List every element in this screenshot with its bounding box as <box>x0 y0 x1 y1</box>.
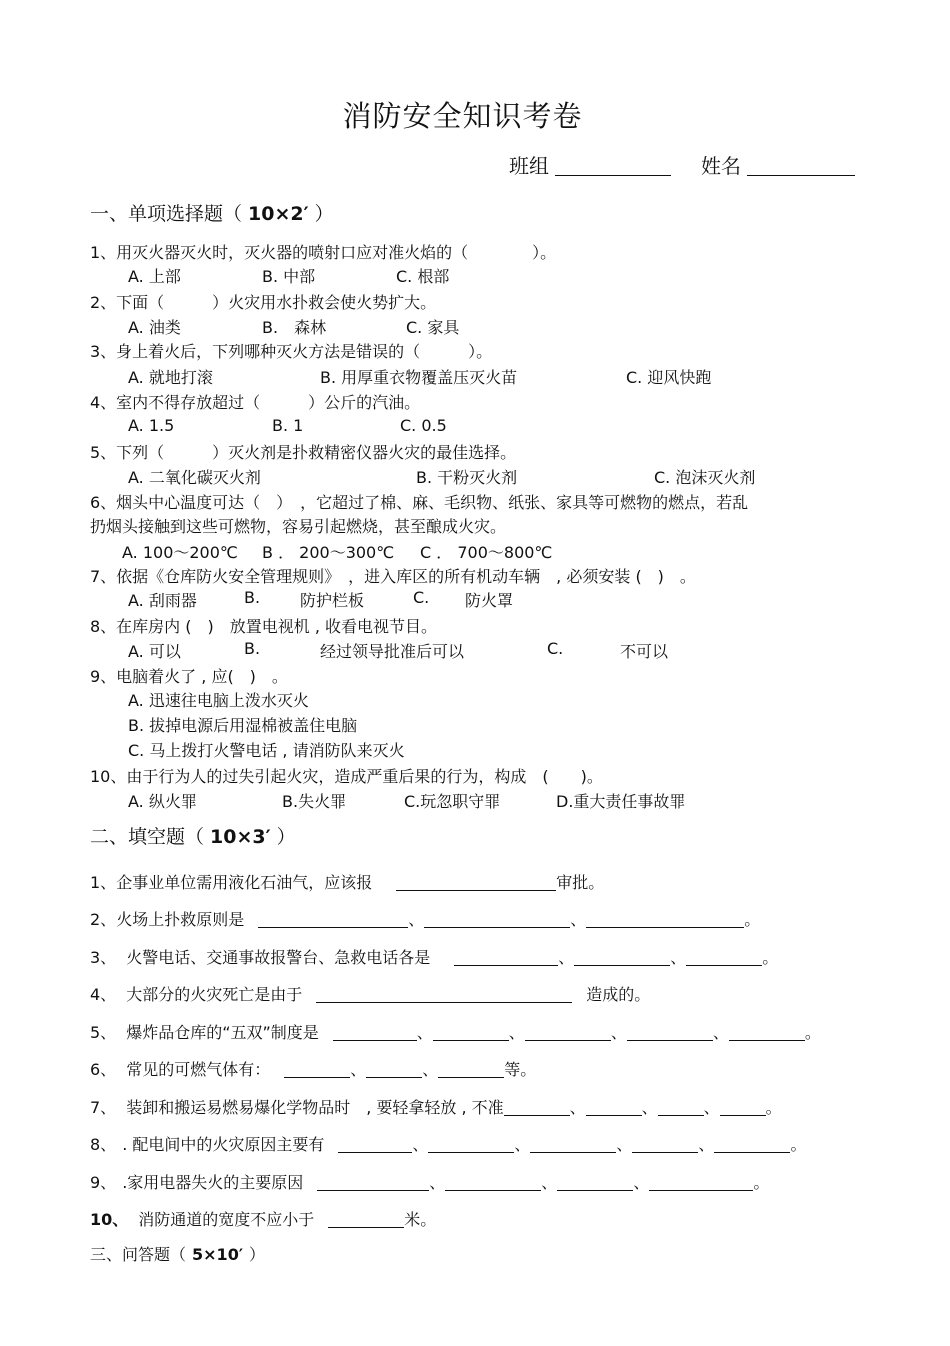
fill-6-sep-1: 、 <box>350 1060 367 1079</box>
section1-heading <box>90 199 334 226</box>
fill-7-sep-2: 、 <box>641 1098 658 1117</box>
fill-6-blank-2[interactable] <box>366 1060 422 1078</box>
fill-6-sep-2: 、 <box>422 1060 439 1079</box>
fill-1-after: 审批。 <box>556 873 605 892</box>
fill-5-blank-4[interactable] <box>627 1023 713 1041</box>
fill-7 <box>90 1095 782 1118</box>
fill-3-blank-2[interactable] <box>574 948 670 966</box>
fill-7-blank-4[interactable] <box>720 1098 766 1116</box>
fill-10-text: 消防通道的宽度不应小于 <box>138 1210 315 1229</box>
question-2: 2、下面（ ）火灾用水扑救会使火势扩大。 <box>90 293 437 312</box>
fill-5-sep-1: 、 <box>416 1023 433 1042</box>
fill-9-end: 。 <box>753 1173 770 1192</box>
fill-8-blank-3[interactable] <box>530 1135 616 1153</box>
q1-option-a: A. 上部 <box>128 267 181 286</box>
fill-3-blank-1[interactable] <box>454 948 558 966</box>
fill-1 <box>90 870 604 893</box>
fill-9-blank-1[interactable] <box>317 1173 429 1191</box>
fill-10-after: 米。 <box>404 1210 437 1229</box>
q5-option-c: C. 泡沫灭火剂 <box>654 468 756 487</box>
class-label: 班组 <box>509 154 549 178</box>
section1-suffix: ） <box>314 203 334 225</box>
fill-8-sep-4: 、 <box>698 1135 715 1154</box>
q2-option-c: C. 家具 <box>406 318 460 337</box>
fill-4 <box>90 982 650 1005</box>
q10-option-a: A. 纵火罪 <box>128 792 197 811</box>
section3-suffix: ） <box>249 1245 266 1264</box>
fill-5-blank-3[interactable] <box>525 1023 611 1041</box>
section2-score: 10×3′ <box>210 826 271 848</box>
fill-2-blank-2[interactable] <box>424 910 570 928</box>
fill-9-blank-3[interactable] <box>557 1173 633 1191</box>
q10-option-c: C.玩忽职守罪 <box>404 792 501 811</box>
fill-8-blank-2[interactable] <box>428 1135 514 1153</box>
fill-7-blank-3[interactable] <box>658 1098 704 1116</box>
fill-8-sep-3: 、 <box>616 1135 633 1154</box>
fill-2-sep-2: 、 <box>570 910 587 929</box>
fill-2 <box>90 907 760 930</box>
fill-4-text: 大部分的火灾死亡是由于 <box>126 985 303 1004</box>
name-label: 姓名 <box>701 154 741 178</box>
section2-suffix: ） <box>276 826 296 848</box>
question-9: 9、电脑着火了 , 应( ) 。 <box>90 667 288 686</box>
q4-option-c: C. 0.5 <box>400 416 447 435</box>
fill-8-blank-1[interactable] <box>338 1135 412 1153</box>
fill-5-text: 爆炸品仓库的“五双”制度是 <box>126 1023 319 1042</box>
fill-9-sep-2: 、 <box>541 1173 558 1192</box>
q7-option-c-letter: C. <box>413 588 430 607</box>
q6-option-a: A. 100～200℃ <box>122 543 238 562</box>
fill-10-number: 10、 <box>90 1210 129 1229</box>
q7-option-b-letter: B. <box>244 588 261 607</box>
fill-5-number: 5、 <box>90 1023 117 1042</box>
fill-6-blank-1[interactable] <box>284 1060 350 1078</box>
name-field <box>701 150 855 179</box>
section3-heading <box>90 1242 265 1265</box>
q9-option-c: C. 马上拨打火警电话 , 请消防队来灭火 <box>128 741 405 760</box>
q1-option-c: C. 根部 <box>396 267 450 286</box>
fill-3-text: 火警电话、交通事故报警台、急救电话各是 <box>126 948 431 967</box>
page-title: 消防安全知识考卷 <box>342 99 583 133</box>
q7-option-b: 防护栏板 <box>300 591 365 610</box>
section3-score: 5×10′ <box>192 1245 244 1264</box>
q8-option-b-letter: B. <box>244 639 261 658</box>
fill-5-blank-5[interactable] <box>729 1023 805 1041</box>
fill-7-blank-2[interactable] <box>586 1098 642 1116</box>
fill-3-sep-2: 、 <box>670 948 687 967</box>
fill-6-text: 常见的可燃气体有： <box>126 1060 271 1079</box>
section3-prefix: 三、问答题（ <box>90 1245 187 1264</box>
name-blank[interactable] <box>747 158 855 176</box>
q10-option-b: B.失火罪 <box>282 792 347 811</box>
fill-2-blank-1[interactable] <box>258 910 408 928</box>
fill-5 <box>90 1020 821 1043</box>
q4-option-a: A. 1.5 <box>128 416 175 435</box>
fill-8-sep-2: 、 <box>514 1135 531 1154</box>
fill-2-blank-3[interactable] <box>586 910 744 928</box>
fill-8 <box>90 1132 806 1155</box>
fill-8-number: 8、 <box>90 1135 117 1154</box>
q8-option-a: A. 可以 <box>128 642 181 661</box>
fill-4-after: 造成的。 <box>586 985 651 1004</box>
fill-4-number: 4、 <box>90 985 117 1004</box>
q3-option-c: C. 迎风快跑 <box>626 368 712 387</box>
q4-option-b: B. 1 <box>272 416 304 435</box>
fill-2-number: 2、 <box>90 910 117 929</box>
fill-10 <box>90 1207 436 1230</box>
class-field <box>509 150 671 179</box>
fill-8-sep-1: 、 <box>412 1135 429 1154</box>
fill-9-sep-3: 、 <box>633 1173 650 1192</box>
q7-option-c: 防火罩 <box>465 591 514 610</box>
fill-9-number: 9、 <box>90 1173 117 1192</box>
fill-9 <box>90 1170 769 1193</box>
q8-option-c: 不可以 <box>620 642 669 661</box>
q3-option-a: A. 就地打滚 <box>128 368 213 387</box>
question-7: 7、依据《仓库防火安全管理规则》 ，进入库区的所有机动车辆 , 必须安装 ( ) 。 <box>90 567 696 586</box>
q5-option-a: A. 二氧化碳灭火剂 <box>128 468 261 487</box>
q10-option-d: D.重大责任事故罪 <box>556 792 686 811</box>
fill-5-sep-3: 、 <box>610 1023 627 1042</box>
fill-7-sep-3: 、 <box>703 1098 720 1117</box>
q3-option-b: B. 用厚重衣物覆盖压灭火苗 <box>320 368 518 387</box>
q8-option-c-letter: C. <box>547 639 564 658</box>
question-8: 8、在库房内 ( ) 放置电视机 , 收看电视节目。 <box>90 617 438 636</box>
fill-5-end: 。 <box>804 1023 821 1042</box>
q8-option-b: 经过领导批准后可以 <box>320 642 465 661</box>
section2-prefix: 二、填空题（ <box>90 826 205 848</box>
fill-5-blank-2[interactable] <box>433 1023 509 1041</box>
fill-2-sep-1: 、 <box>408 910 425 929</box>
fill-3-sep-1: 、 <box>558 948 575 967</box>
fill-1-number: 1、 <box>90 873 117 892</box>
question-6-line2: 扔烟头接触到这些可燃物，容易引起燃烧，甚至酿成火灾。 <box>90 517 507 536</box>
section2-heading <box>90 822 296 849</box>
fill-7-text: 装卸和搬运易燃易爆化学物品时 , 要轻拿轻放 , 不准 <box>126 1098 504 1117</box>
q9-option-b: B. 拔掉电源后用湿棉被盖住电脑 <box>128 716 358 735</box>
fill-3 <box>90 945 778 968</box>
question-5: 5、下列（ ）灭火剂是扑救精密仪器火灾的最佳选择。 <box>90 443 517 462</box>
fill-3-blank-3[interactable] <box>686 948 762 966</box>
question-4: 4、室内不得存放超过（ ）公斤的汽油。 <box>90 393 421 412</box>
fill-7-number: 7、 <box>90 1098 117 1117</box>
section1-score: 10×2′ <box>248 203 309 225</box>
fill-8-blank-5[interactable] <box>714 1135 790 1153</box>
fill-5-blank-1[interactable] <box>333 1023 417 1041</box>
fill-9-blank-2[interactable] <box>445 1173 541 1191</box>
fill-3-number: 3、 <box>90 948 117 967</box>
question-10: 10、由于行为人的过失引起火灾，造成严重后果的行为，构成 ( )。 <box>90 767 603 786</box>
fill-7-blank-1[interactable] <box>504 1098 570 1116</box>
fill-9-text: .家用电器失火的主要原因 <box>122 1173 304 1192</box>
fill-1-text: 企事业单位需用液化石油气，应该报 <box>116 873 373 892</box>
fill-4-blank[interactable] <box>316 985 572 1003</box>
q2-option-b: B. 森林 <box>262 318 327 337</box>
fill-8-blank-4[interactable] <box>632 1135 698 1153</box>
class-blank[interactable] <box>555 158 671 176</box>
q9-option-a: A. 迅速往电脑上泼水灭火 <box>128 691 309 710</box>
fill-6-blank-3[interactable] <box>438 1060 504 1078</box>
section1-prefix: 一、单项选择题（ <box>90 203 243 225</box>
fill-6-number: 6、 <box>90 1060 117 1079</box>
q7-option-a: A. 刮雨器 <box>128 591 197 610</box>
fill-2-end: 。 <box>744 910 761 929</box>
fill-3-end: 。 <box>762 948 779 967</box>
fill-8-end: 。 <box>790 1135 807 1154</box>
fill-8-text: . 配电间中的火灾原因主要有 <box>122 1135 325 1154</box>
q5-option-b: B. 干粉灭火剂 <box>416 468 518 487</box>
fill-6-end: 等。 <box>504 1060 537 1079</box>
fill-6 <box>90 1057 536 1080</box>
q6-option-b: B ． 200～300℃ <box>262 543 395 562</box>
fill-2-text: 火场上扑救原则是 <box>116 910 245 929</box>
fill-7-end: 。 <box>765 1098 782 1117</box>
fill-10-blank[interactable] <box>328 1210 404 1228</box>
fill-9-blank-4[interactable] <box>649 1173 753 1191</box>
q2-option-a: A. 油类 <box>128 318 181 337</box>
fill-1-blank[interactable] <box>396 873 556 891</box>
question-1: 1、用灭火器灭火时，灭火器的喷射口应对准火焰的（ ）。 <box>90 243 557 262</box>
q6-option-c: C ． 700～800℃ <box>420 543 553 562</box>
fill-9-sep-1: 、 <box>429 1173 446 1192</box>
fill-7-sep-1: 、 <box>569 1098 586 1117</box>
question-3: 3、身上着火后，下列哪种灭火方法是错误的（ ）。 <box>90 342 493 361</box>
fill-5-sep-4: 、 <box>712 1023 729 1042</box>
question-6: 6、烟头中心温度可达（ ） ，它超过了棉、麻、毛织物、纸张、家具等可燃物的燃点，若乱 <box>90 493 749 512</box>
fill-5-sep-2: 、 <box>508 1023 525 1042</box>
q1-option-b: B. 中部 <box>262 267 316 286</box>
